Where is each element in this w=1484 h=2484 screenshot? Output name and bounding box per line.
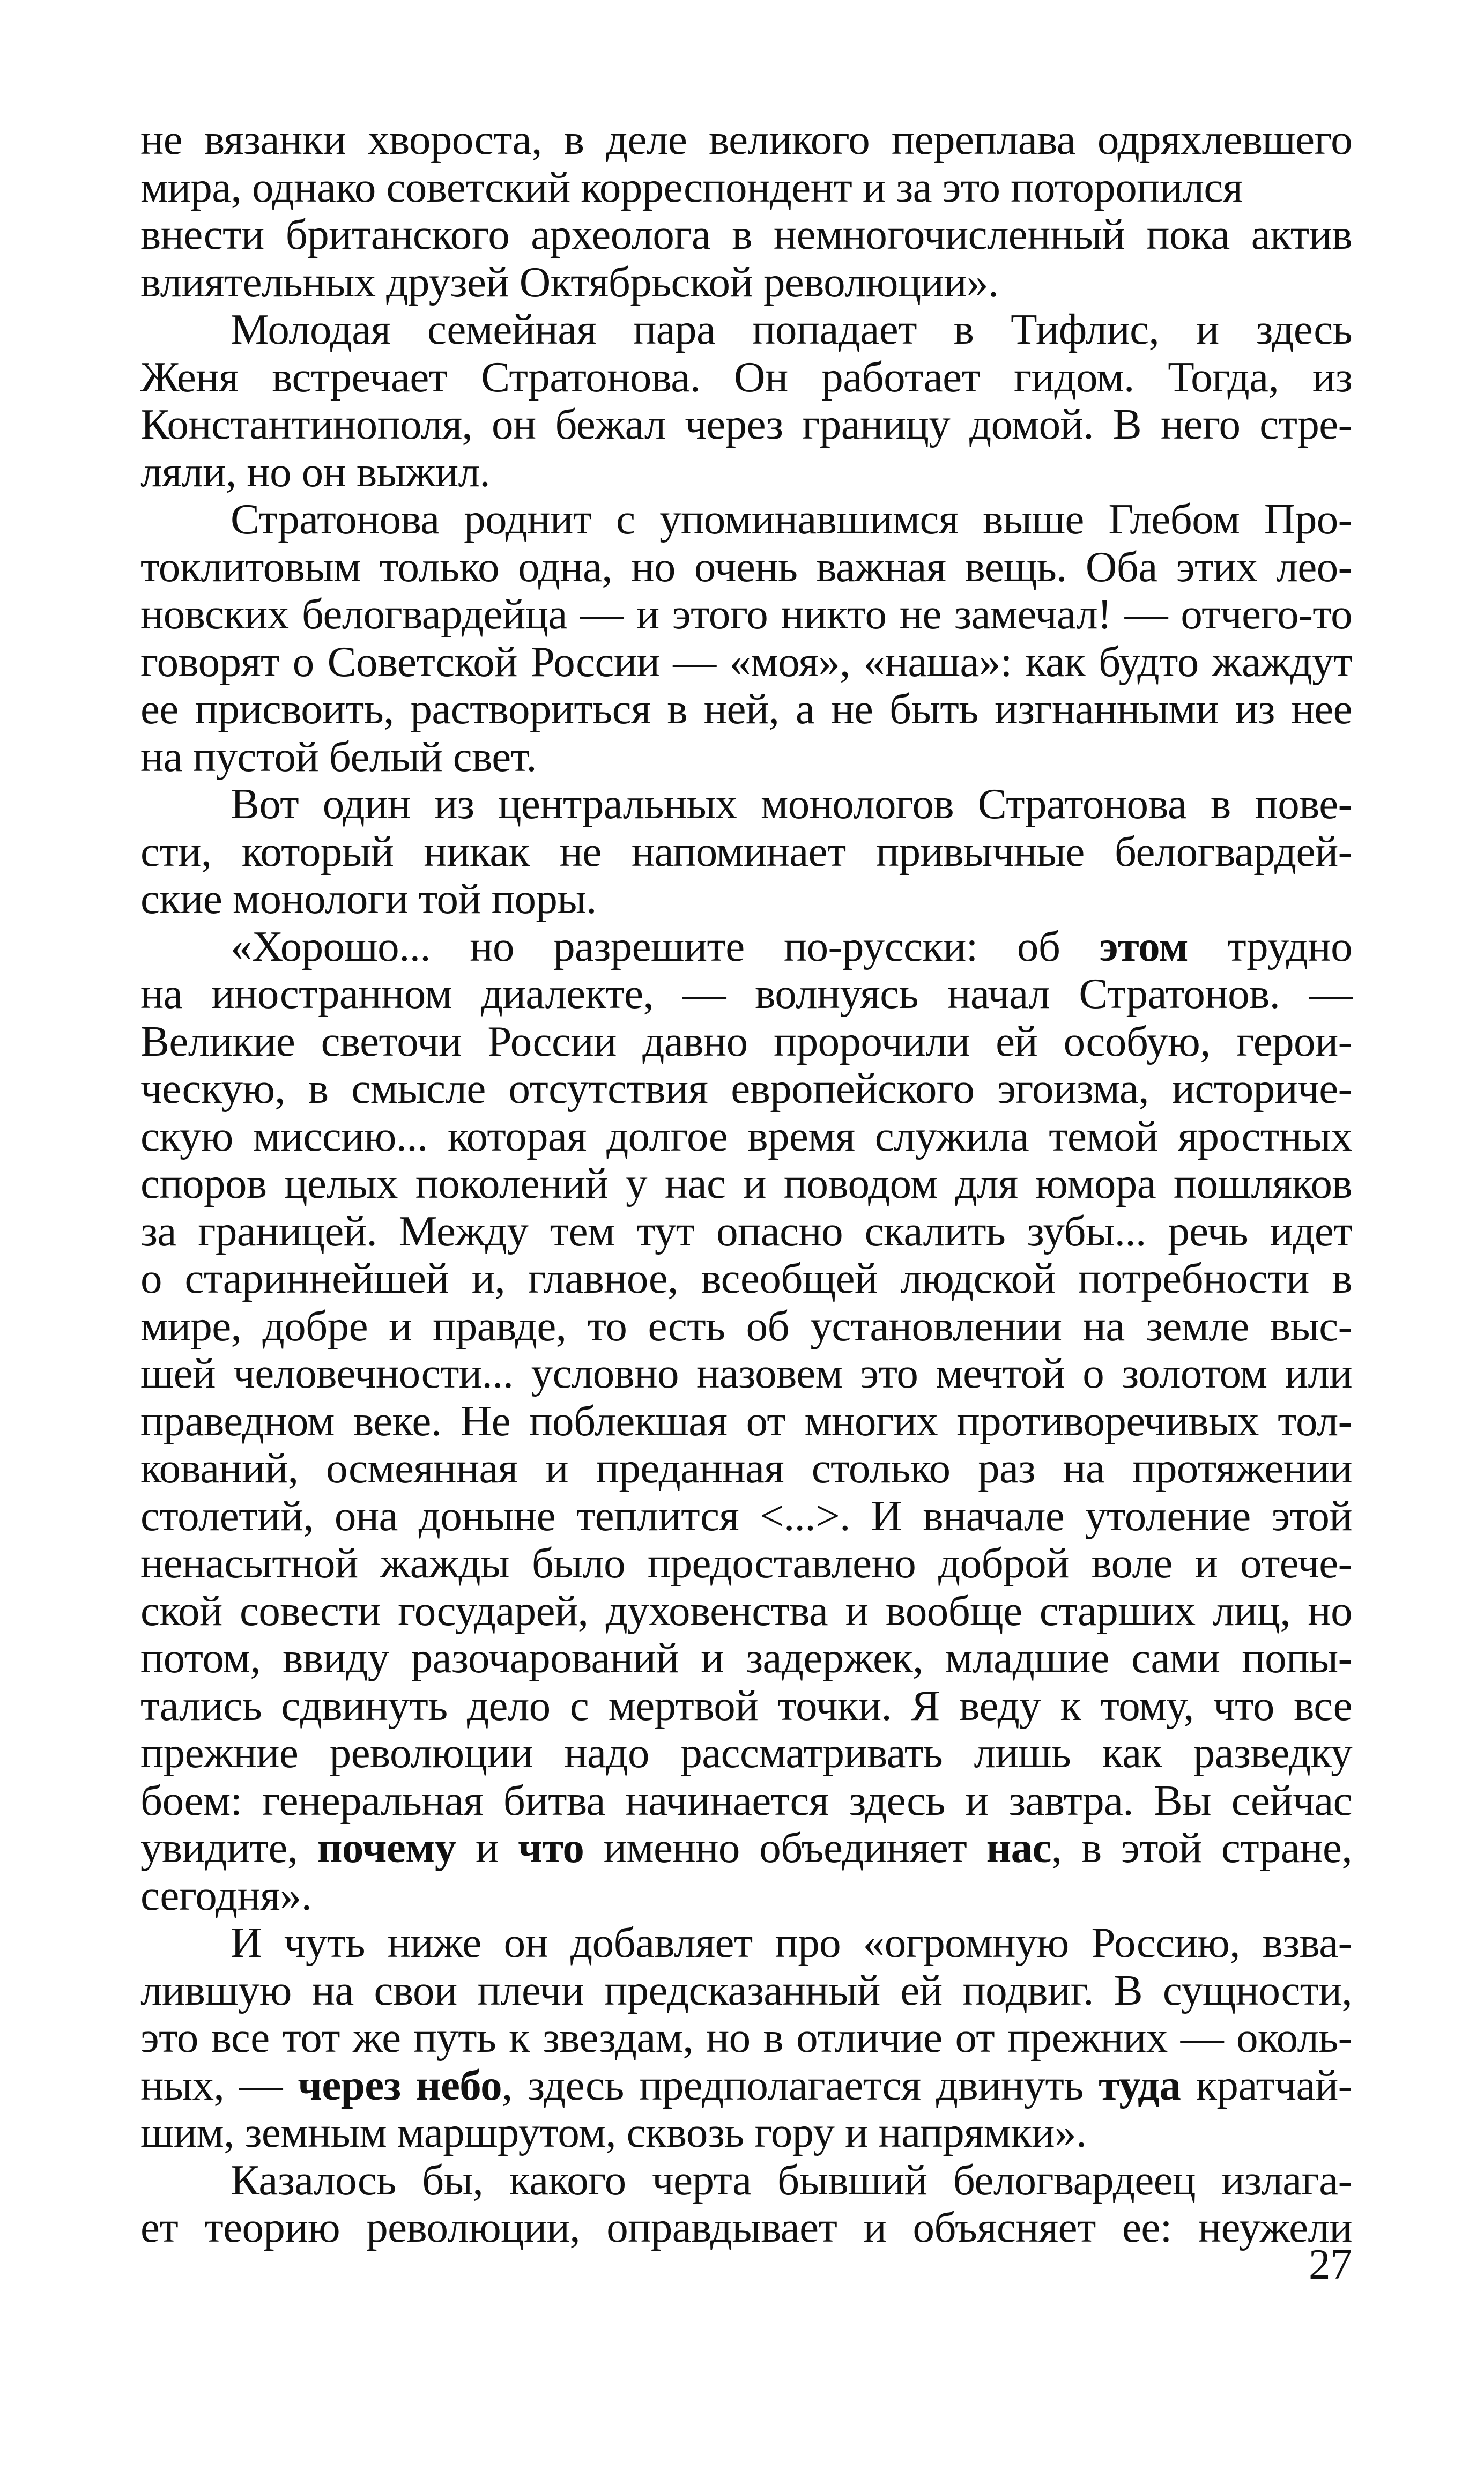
text-line: ненасытной жажды было предоставлено доброй воле и отече- [140, 1539, 1352, 1587]
text-line: увидите, почему и что именно объединяет нас, в этой стране, [140, 1823, 1353, 1872]
paragraph-first-line: Стратонова роднит с упоминавшимся выше Глебом Про- [231, 495, 1352, 543]
text-line: новских белогвардейца — и этого никто не замечал! — отчего-то [140, 590, 1352, 638]
text-line: споров целых поколений у нас и поводом для юмора пошляков [140, 1159, 1352, 1207]
page-number: 27 [1309, 2240, 1352, 2288]
text-line: праведном веке. Не поблекшая от многих противоречивых тол- [140, 1396, 1352, 1445]
emphasis-bold: через небо [298, 2060, 502, 2109]
text-line: боем: генеральная битва начинается здесь и завтра. Вы сейчас [140, 1776, 1352, 1825]
text-line: влиятельных друзей Октябрьской революции». [140, 257, 999, 306]
text-line: сти, который никак не напоминает привычные белогвардей- [140, 827, 1352, 876]
emphasis-bold: нас [986, 1823, 1051, 1872]
text-line: скую миссию... которая долгое время служила темой яростных [140, 1111, 1352, 1160]
emphasis-bold: туда [1099, 2060, 1181, 2109]
paragraph-first-line: Казалось бы, какого черта бывший белогвардеец излага- [231, 2155, 1352, 2204]
text-line: внести британского археолога в немногочисленный пока актив [140, 210, 1352, 258]
page-body-text [140, 116, 1352, 2251]
text-line: не вязанки хвороста, в деле великого переплава одряхлевшего [140, 115, 1352, 164]
text-line: говорят о Советской России — «моя», «наша»: как будто жаждут [140, 637, 1352, 686]
text-line: прежние революции надо рассматривать лишь как разведку [140, 1729, 1352, 1777]
text-line: Великие светочи России давно пророчили ей особую, герои- [140, 1017, 1352, 1065]
text-line: ных, — через небо, здесь предполагается двинуть туда кратчай- [140, 2060, 1352, 2109]
text-line: токлитовым только одна, но очень важная вещь. Оба этих лео- [140, 542, 1352, 591]
text-line: ческую, в смысле отсутствия европейского эгоизма, историче- [140, 1064, 1352, 1113]
text-line: ской совести государей, духовенства и вообще старших лиц, но [140, 1586, 1352, 1635]
text-line: ские монологи той поры. [140, 874, 597, 923]
text-line: за границей. Между тем тут опасно скалить зубы... речь идет [140, 1206, 1352, 1255]
text-line: тались сдвинуть дело с мертвой точки. Я веду к тому, что все [140, 1681, 1352, 1730]
text-line: о стариннейшей и, главное, всеобщей людской потребности в [140, 1254, 1352, 1302]
text-line: столетий, она доныне теплится <...>. И вначале утоление этой [140, 1491, 1352, 1540]
text-line: на пустой белый свет. [140, 732, 537, 781]
text-line: шей человечности... условно назовем это мечтой о золотом или [140, 1349, 1352, 1397]
text-line: мира, однако советский корреспондент и за это поторопился [140, 162, 1243, 211]
text-line: Константинополя, он бежал через границу домой. В него стре- [140, 400, 1352, 448]
text-line: мире, добре и правде, то есть об установлении на земле выс- [140, 1301, 1352, 1350]
text-line: сегодня». [140, 1871, 312, 1919]
emphasis-bold: что [518, 1823, 584, 1872]
quote-first-line: «Хорошо... но разрешите по-русски: об этом трудно [231, 922, 1352, 970]
text-line: ее присвоить, раствориться в ней, а не быть изгнанными из нее [140, 685, 1352, 733]
text-line: кований, осмеянная и преданная столько раз на протяжении [140, 1444, 1352, 1492]
text-line: ляли, но он выжил. [140, 447, 490, 496]
paragraph-first-line: Вот один из центральных монологов Стратонова в пове- [231, 780, 1352, 828]
text-line: Женя встречает Стратонова. Он работает гидом. Тогда, из [140, 352, 1352, 401]
paragraph-first-line: И чуть ниже он добавляет про «огромную Россию, взва- [231, 1918, 1352, 1967]
text-line: на иностранном диалекте, — волнуясь начал Стратонов. — [140, 969, 1352, 1018]
emphasis-bold: этом [1099, 922, 1189, 970]
text-line: шим, земным маршрутом, сквозь гору и напрямки». [140, 2108, 1087, 2156]
paragraph-first-line: Молодая семейная пара попадает в Тифлис, и здесь [231, 305, 1352, 353]
text-line: ет теорию революции, оправдывает и объясняет ее: неужели [140, 2203, 1352, 2251]
text-line: потом, ввиду разочарований и задержек, младшие сами попы- [140, 1634, 1352, 1682]
text-line: лившую на свои плечи предсказанный ей подвиг. В сущности, [140, 1966, 1352, 2014]
emphasis-bold: почему [317, 1823, 456, 1872]
text-line: это все тот же путь к звездам, но в отличие от прежних — околь- [140, 2013, 1352, 2062]
